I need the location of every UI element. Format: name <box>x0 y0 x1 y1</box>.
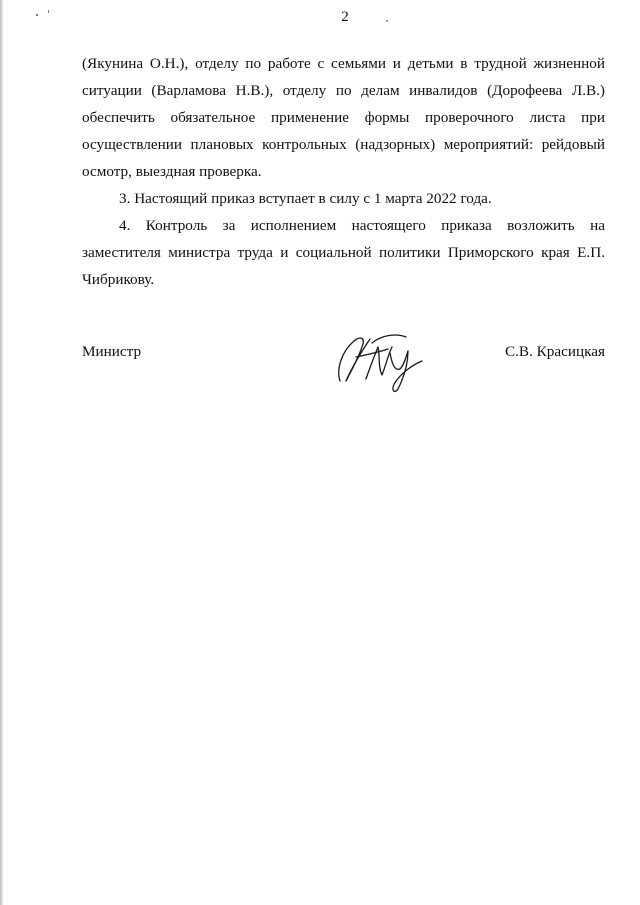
signature-block <box>82 343 605 403</box>
signer-name: С.В. Красицкая <box>505 343 605 360</box>
paragraph-continuation: (Якунина О.Н.), отделу по работе с семьями и детьми в трудной жизненной ситуации (Варламова Н.В.), отделу по делам инвалидов (Дорофеева Л.В.) обеспечить обязательное применение формы проверочного листа при осуществлении плановых контрольных (надзорных) мероприятий: рейдовый осмотр, выездная проверка. <box>82 55 605 180</box>
handwritten-signature-icon <box>332 329 427 395</box>
paragraph-item-4: 4. Контроль за исполнением настоящего приказа возложить на заместителя министра труда и социальной политики Приморского края Е.П. Чибрикову. <box>82 217 605 288</box>
signer-position: Министр <box>82 343 142 360</box>
page-edge-shadow <box>0 0 3 905</box>
paragraph-item-3: 3. Настоящий приказ вступает в силу с 1 марта 2022 года. <box>119 190 492 207</box>
scan-dot <box>386 20 388 22</box>
document-body <box>82 50 605 293</box>
page-number: 2 <box>341 9 349 25</box>
